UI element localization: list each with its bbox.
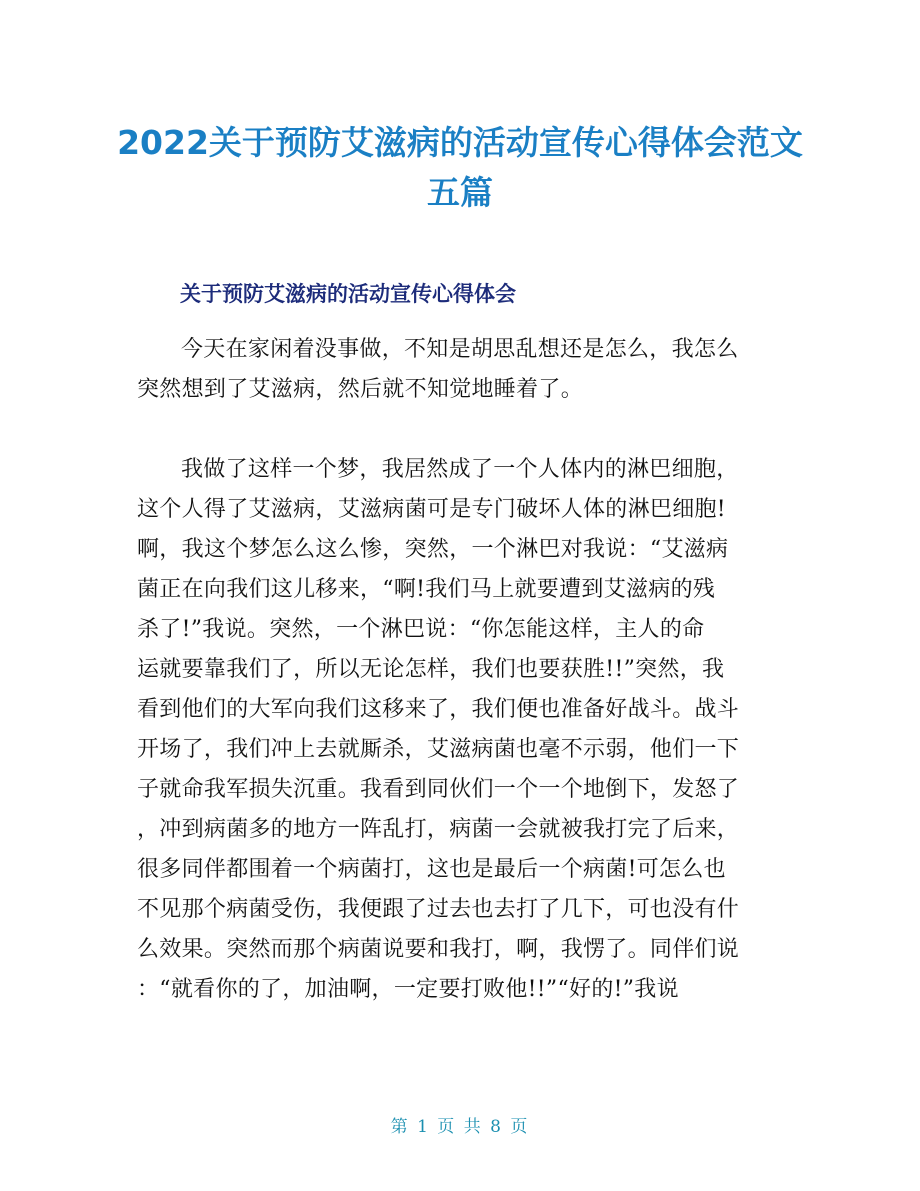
paragraph-line: 我做了这样一个梦，我居然成了一个人体内的淋巴细胞， <box>181 457 739 482</box>
section-heading: 关于预防艾滋病的活动宣传心得体会 <box>180 282 516 306</box>
document-title <box>60 118 860 218</box>
title-line: 五篇 <box>427 173 493 212</box>
paragraph-line: 运就要靠我们了，所以无论怎样，我们也要获胜!!”突然，我 <box>137 657 725 682</box>
paragraph-1 <box>137 330 787 410</box>
paragraph-line: 不见那个病菌受伤，我便跟了过去也去打了几下，可也没有什 <box>137 897 740 922</box>
page-number-footer: 第 1 页 共 8 页 <box>390 1117 530 1137</box>
paragraph-line: 杀了!”我说。突然，一个淋巴说：“你怎能这样，主人的命 <box>137 617 705 642</box>
paragraph-line: 啊，我这个梦怎么这么惨，突然，一个淋巴对我说：“艾滋病 <box>137 537 729 562</box>
paragraph-line: 看到他们的大军向我们这移来了，我们便也准备好战斗。战斗 <box>137 697 740 722</box>
paragraph-line: 突然想到了艾滋病，然后就不知觉地睡着了。 <box>137 377 584 402</box>
paragraph-line: ：“就看你的了，加油啊，一定要打败他!!”“好的!”我说 <box>137 977 679 1002</box>
paragraph-line: ，冲到病菌多的地方一阵乱打，病菌一会就被我打完了后来， <box>137 817 740 842</box>
paragraph-line: 很多同伴都围着一个病菌打，这也是最后一个病菌!可怎么也 <box>137 857 726 882</box>
paragraph-line: 么效果。突然而那个病菌说要和我打，啊，我愣了。同伴们说 <box>137 937 740 962</box>
paragraph-line: 菌正在向我们这儿移来，“啊!我们马上就要遭到艾滋病的残 <box>137 577 716 602</box>
paragraph-line: 开场了，我们冲上去就厮杀，艾滋病菌也毫不示弱，他们一下 <box>137 737 740 762</box>
paragraph-line: 子就命我军损失沉重。我看到同伙们一个一个地倒下，发怒了 <box>137 777 740 802</box>
title-line: 2022关于预防艾滋病的活动宣传心得体会范文 <box>117 123 803 162</box>
paragraph-line: 今天在家闲着没事做，不知是胡思乱想还是怎么，我怎么 <box>181 337 739 362</box>
paragraph-2 <box>137 450 787 1010</box>
paragraph-line: 这个人得了艾滋病，艾滋病菌可是专门破坏人体的淋巴细胞! <box>137 497 726 522</box>
